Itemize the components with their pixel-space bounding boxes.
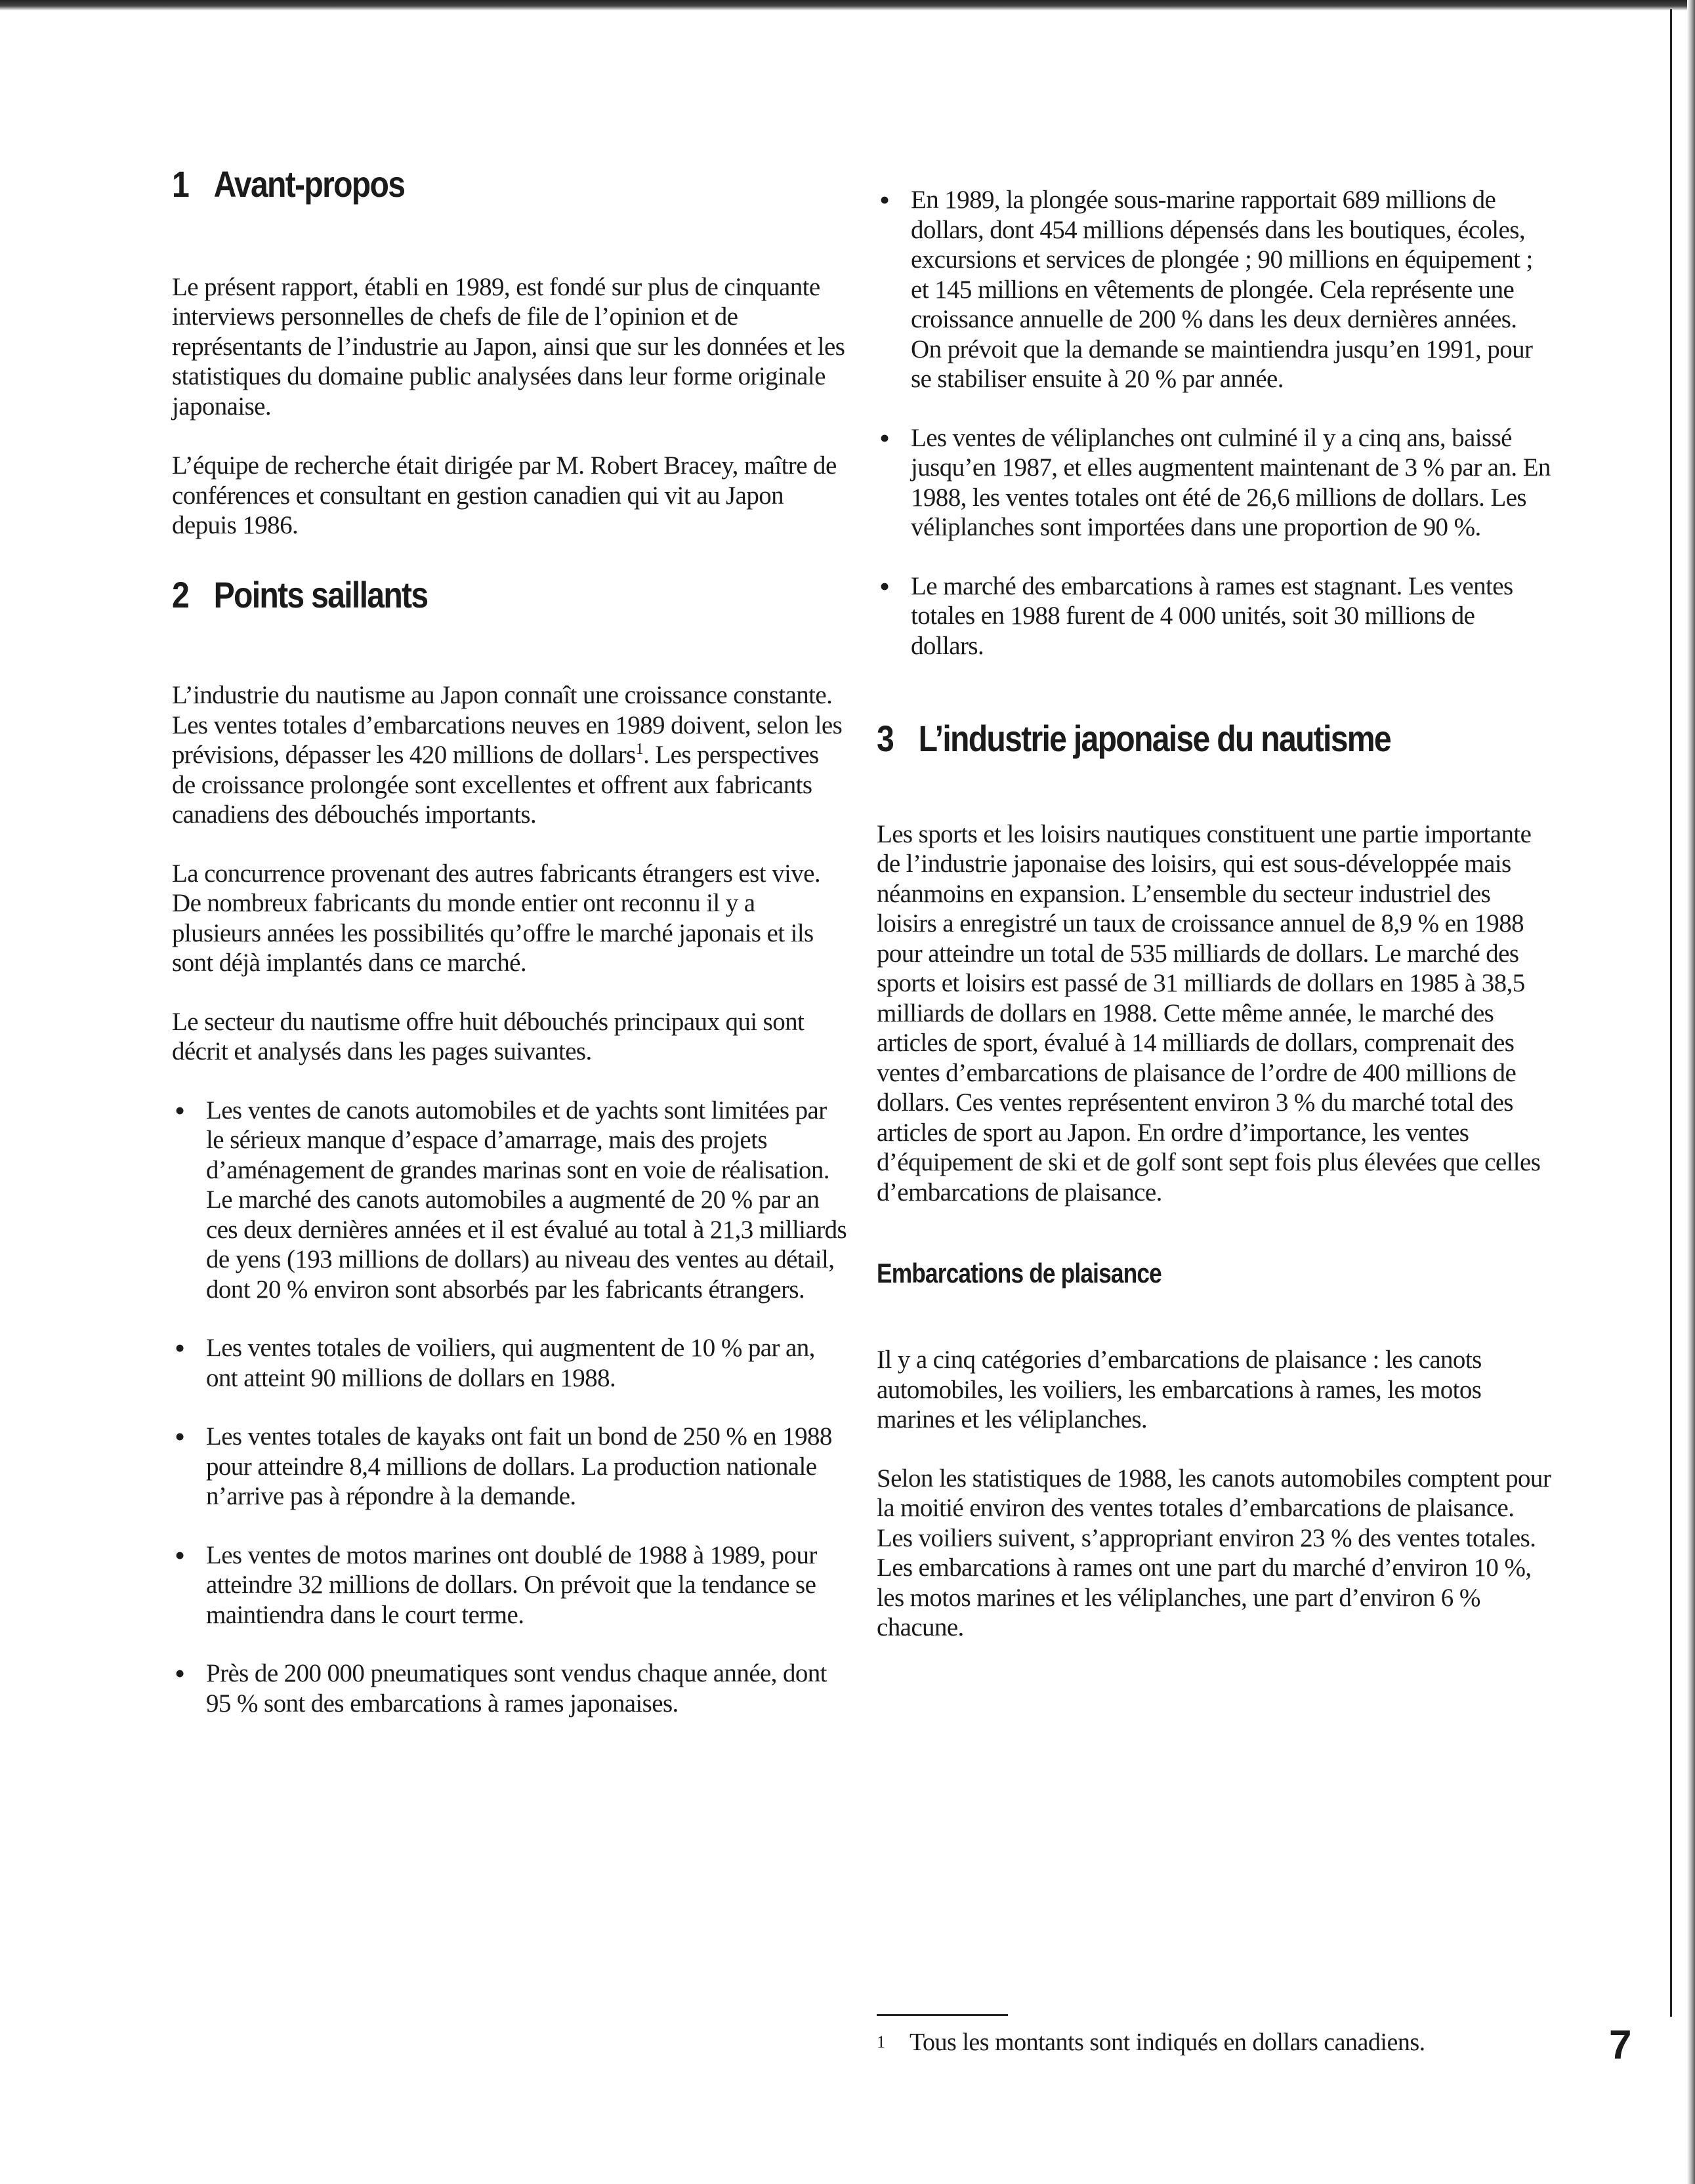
section-number: 2 [172, 573, 189, 615]
section-title: Avant-propos [213, 163, 405, 205]
avant-propos-paragraph-1: Le présent rapport, établi en 1989, est fondé sur plus de cinquante interviews personnelles de chefs de file de l’opinion et de représentants de l’industrie au Japon, ainsi que sur les données et les statistiques du domaine public analysées dans leur forme originale japonaise. [172, 272, 845, 421]
section-heading-avant-propos [172, 164, 753, 205]
bullet-item: • Les ventes de canots automobiles et de yachts sont limitées par le sérieux manque d’espace d’amarrage, mais des projets d’aménagement de grandes marinas sont en voie de réalisation. Le marché des canots automobiles a augmenté de 20 % par an ces deux dernières années et il est évalué au total à 21,3 milliards de yens (193 millions de dollars) au niveau des ventes au détail, dont 20 % environ sont absorbés par les fabricants étrangers. [172, 1096, 848, 1305]
points-saillants-paragraph-2: La concurrence provenant des autres fabricants étrangers est vive. De nombreux fabricants du monde entier ont reconnu il y a plusieurs années les possibilités qu’offre le marché japonais et ils sont déjà implantés dans ce marché. [172, 859, 820, 978]
scan-right-edge [1687, 0, 1695, 2184]
bullet-item: • Les ventes de motos marines ont doublé de 1988 à 1989, pour atteindre 32 millions de dollars. On prévoit que la tendance se maintiendra dans le court terme. [172, 1540, 848, 1630]
points-saillants-paragraph-1 [172, 680, 848, 830]
paragraph-text: . Les perspectives de croissance prolongée sont excellentes et offrent aux fabricants canadiens des débouchés importants. [172, 741, 819, 829]
bullet-item: • Les ventes de véliplanches ont culminé il y a cinq ans, baissé jusqu’en 1987, et elles augmentent maintenant de 3 % par an. En 1988, les ventes totales ont été de 26,6 millions de dollars. Les véliplanches sont importées dans une proportion de 90 %. [877, 423, 1553, 543]
bullet-item: • Le marché des embarcations à rames est stagnant. Les ventes totales en 1988 furent de 4 000 unités, soit 30 millions de dollars. [877, 571, 1553, 661]
footnote-reference: 1 [635, 741, 644, 758]
avant-propos-paragraph-2: L’équipe de recherche était dirigée par M. Robert Bracey, maître de conférences et consultant en gestion canadien qui vit au Japon depuis 1986. [172, 451, 837, 540]
embarcations-paragraph-2: Selon les statistiques de 1988, les canots automobiles comptent pour la moitié environ des ventes totales d’embarcations de plaisance. Les voiliers suivent, s’appropriant environ 23 % des ventes totales. Les embarcations à rames ont une part du marché d’environ 10 %, les motos marines et les véliplanches, une part d’environ 6 % chacune. [877, 1464, 1551, 1642]
bullet-item: • En 1989, la plongée sous-marine rapportait 689 millions de dollars, dont 454 millions dépensés dans les boutiques, écoles, excursions et services de plongée ; 90 millions en équipement ; et 145 millions en vêtements de plongée. Cela représente une croissance annuelle de 200 % dans les deux dernières années. On prévoit que la demande se maintiendra jusqu’en 1991, pour se stabiliser ensuite à 20 % par année. [877, 185, 1553, 394]
paragraph-text: L’industrie du nautisme au Japon connaît une croissance constante. Les ventes totales d’embarcations neuves en 1989 doivent, selon les prévisions, dépasser les 420 millions de dollars [172, 681, 843, 770]
embarcations-paragraph-1: Il y a cinq catégories d’embarcations de plaisance : les canots automobiles, les voiliers, les embarcations à rames, les motos marines et les véliplanches. [877, 1346, 1482, 1434]
industrie-paragraph-1: Les sports et les loisirs nautiques constituent une partie importante de l’industrie japonaise des loisirs, qui est sous-développée mais néanmoins en expansion. L’ensemble du secteur industriel des loisirs a enregistré un taux de croissance annuel de 8,9 % en 1988 pour atteindre un total de 535 milliards de dollars. Le marché des sports et loisirs est passé de 31 milliards de dollars en 1985 à 38,5 milliards de dollars en 1988. Cette même année, le marché des articles de sport, évalué à 14 milliards de dollars, comprenait des ventes d’embarcations de plaisance de l’ordre de 400 millions de dollars. Ces ventes représentent environ 3 % du marché total des articles de sport au Japon. En ordre d’importance, les ventes d’équipement de ski et de golf sont sept fois plus élevées que celles d’embarcations de plaisance. [877, 819, 1541, 1206]
section-title: Points saillants [213, 573, 428, 615]
page-right-rule [1670, 9, 1672, 2017]
section-heading-points-saillants [172, 575, 753, 615]
footnote-mark: 1 [877, 2032, 885, 2051]
subheading-embarcations: Embarcations de plaisance [877, 1258, 1161, 1289]
bullet-item: • Près de 200 000 pneumatiques sont vendus chaque année, dont 95 % sont des embarcations à rames japonaises. [172, 1659, 848, 1718]
footnote-text: Tous les montants sont indiqués en dollars canadiens. [910, 2029, 1425, 2056]
section-title: L’industrie japonaise du nautisme [918, 718, 1391, 759]
left-column [172, 164, 848, 1718]
left-bullet-list [172, 1096, 848, 1719]
bullet-item: • Les ventes totales de kayaks ont fait un bond de 250 % en 1988 pour atteindre 8,4 millions de dollars. La production nationale n’arrive pas à répondre à la demande. [172, 1422, 848, 1512]
footnote [877, 2027, 1599, 2057]
scan-top-edge [0, 0, 1695, 10]
section-number: 1 [172, 163, 189, 205]
right-column [877, 185, 1553, 1643]
page-number: 7 [1609, 2023, 1632, 2068]
section-heading-industrie-japonaise [877, 718, 1458, 759]
section-number: 3 [877, 718, 894, 759]
bullet-item: • Les ventes totales de voiliers, qui augmentent de 10 % par an, ont atteint 90 millions de dollars en 1988. [172, 1333, 848, 1393]
points-saillants-paragraph-3: Le secteur du nautisme offre huit débouchés principaux qui sont décrit et analysés dans les pages suivantes. [172, 1007, 805, 1066]
footnote-rule [877, 2014, 1008, 2016]
right-bullet-list [877, 185, 1553, 661]
